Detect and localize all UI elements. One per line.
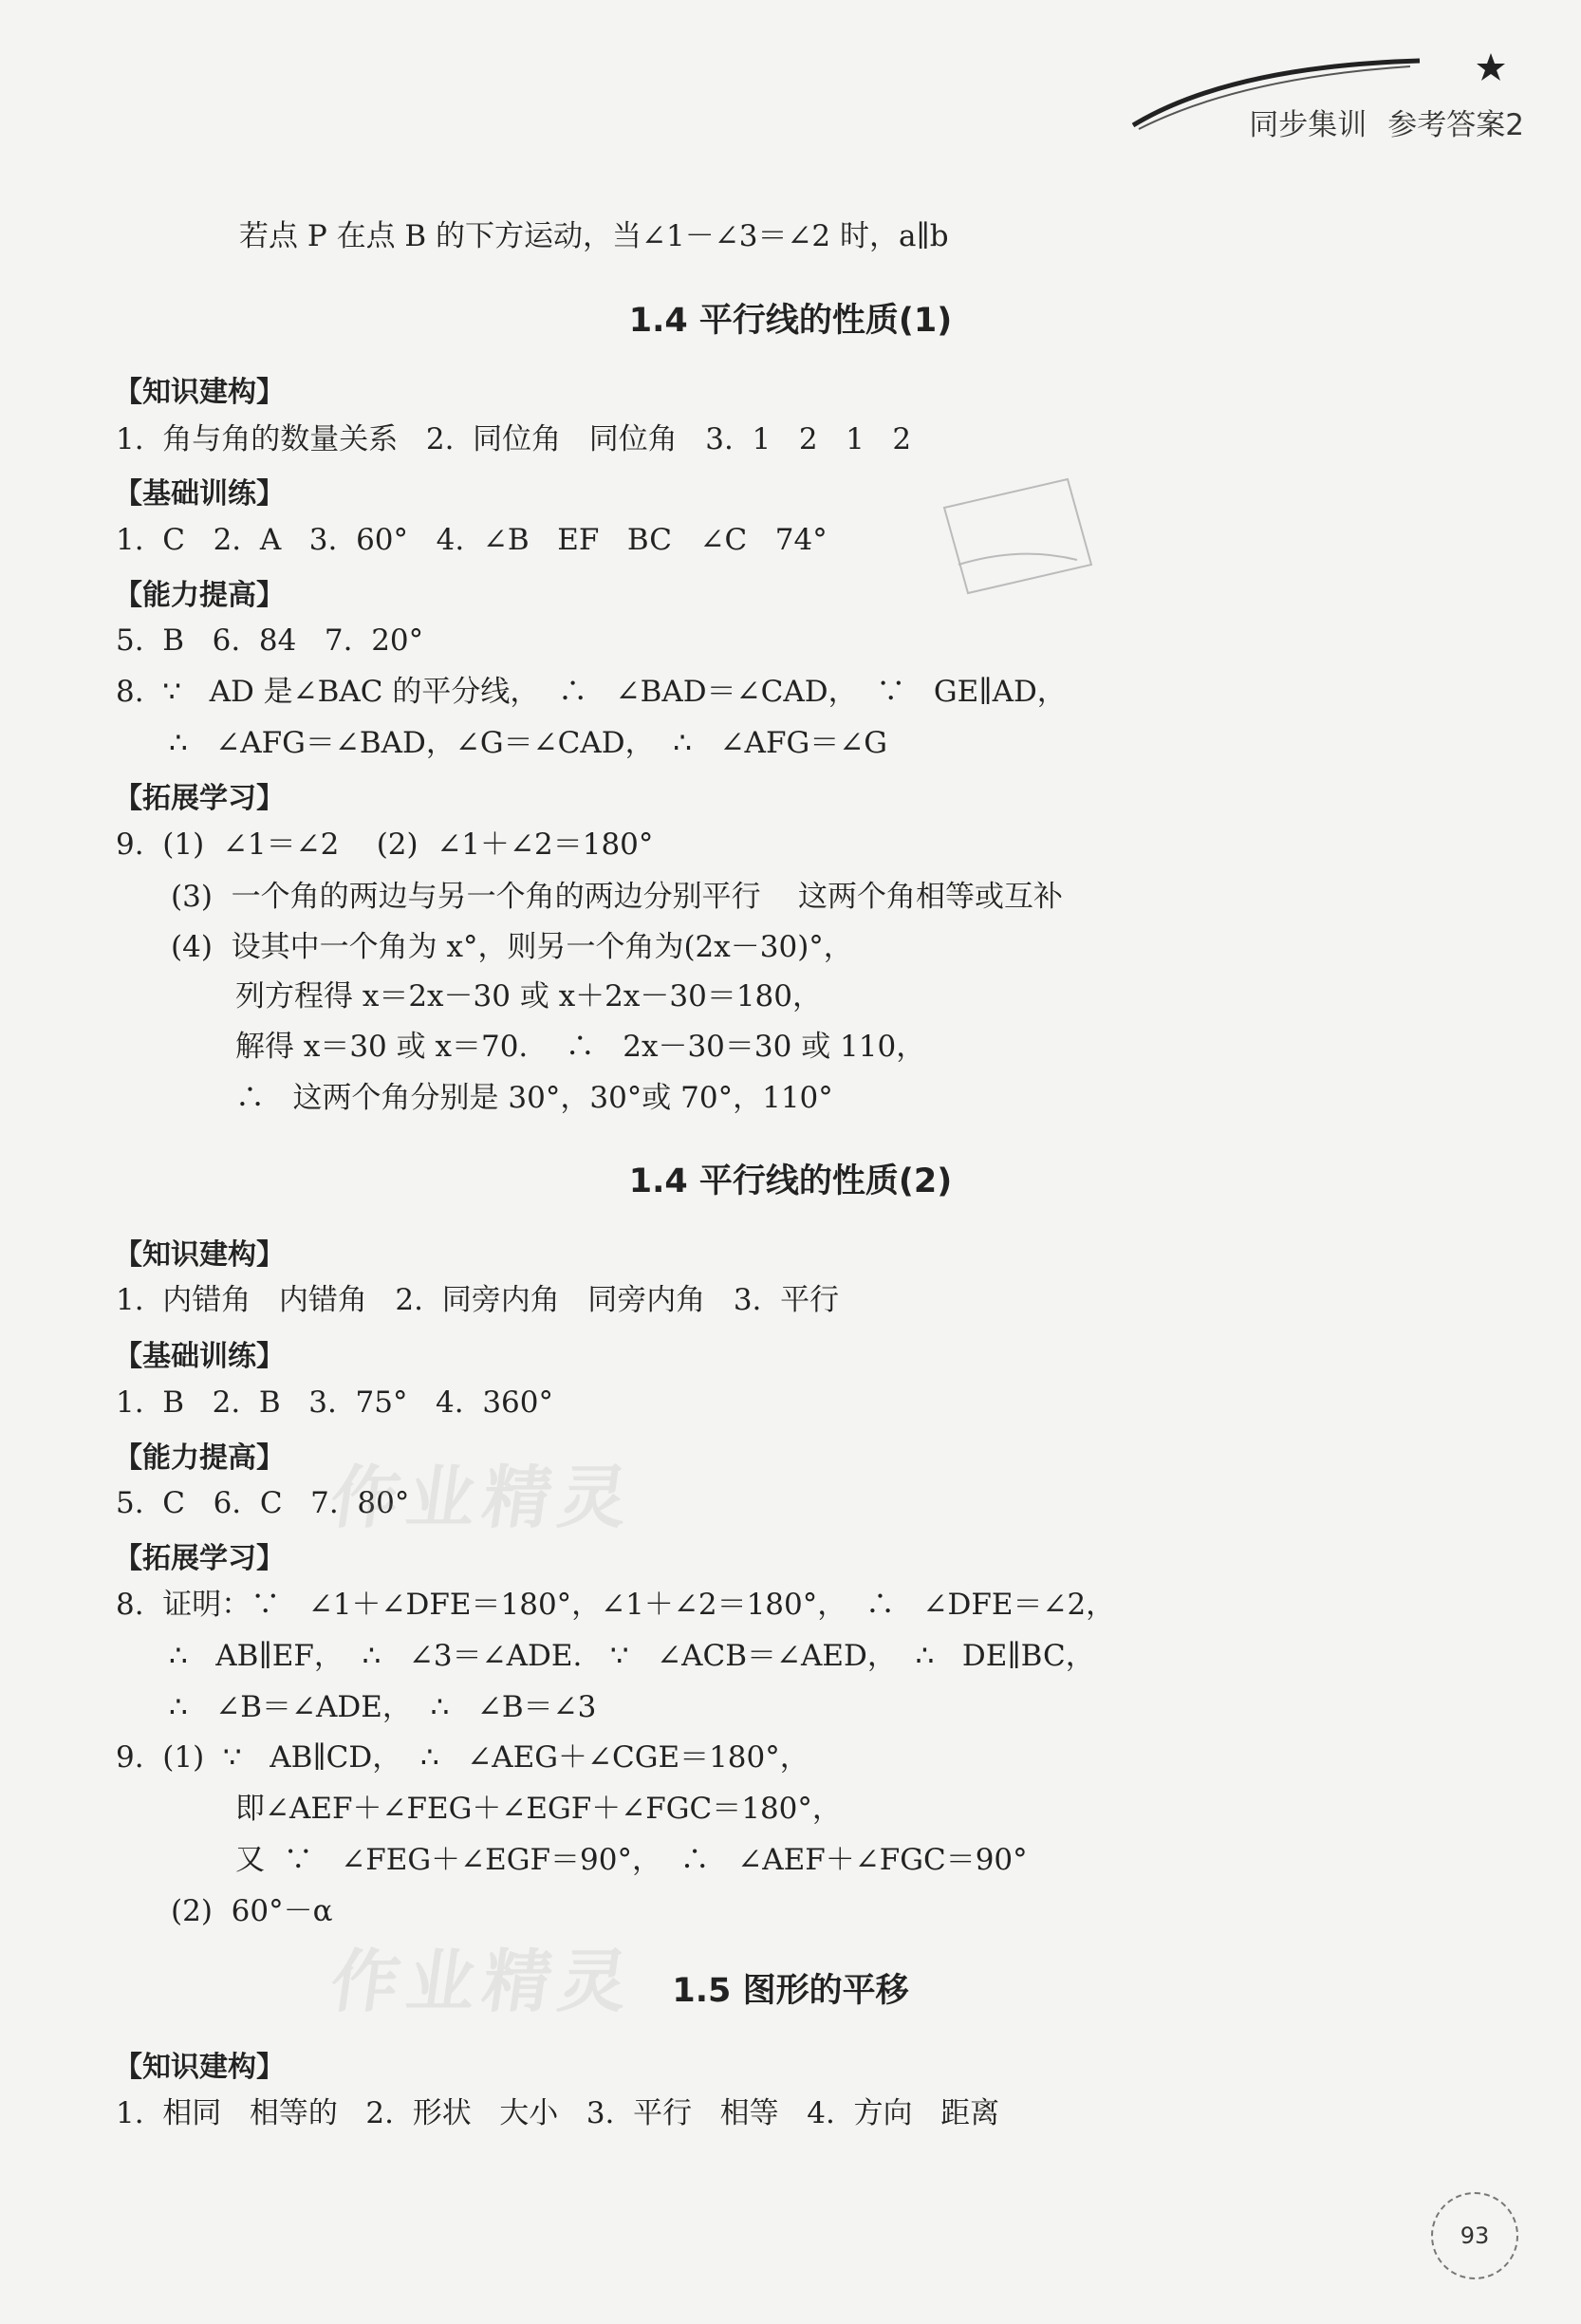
answer-line: 若点 P 在点 B 的下方运动，当∠1－∠3＝∠2 时，a∥b xyxy=(239,219,949,253)
answer-line: 1. B 2. B 3. 75° 4. 360° xyxy=(116,1385,554,1420)
answer-line: 1. 内错角 内错角 2. 同旁内角 同旁内角 3. 平行 xyxy=(116,1283,840,1317)
answer-line: 又 ∵ ∠FEG＋∠EGF＝90°， ∴ ∠AEF＋∠FGC＝90° xyxy=(235,1843,1028,1877)
answer-line: 1. 相同 相等的 2. 形状 大小 3. 平行 相等 4. 方向 距离 xyxy=(116,2096,1000,2130)
answer-line: 5. B 6. 84 7. 20° xyxy=(116,623,424,658)
label-extension: 【拓展学习】 xyxy=(114,782,285,815)
header-section: 参考答案2 xyxy=(1387,108,1524,142)
label-basic: 【基础训练】 xyxy=(114,477,285,511)
answer-line: 1. C 2. A 3. 60° 4. ∠B EF BC ∠C 74° xyxy=(116,523,828,557)
answer-line: 解得 x＝30 或 x＝70. ∴ 2x－30＝30 或 110， xyxy=(235,1030,926,1064)
answer-line: 1. 角与角的数量关系 2. 同位角 同位角 3. 1 2 1 2 xyxy=(116,422,912,456)
watermark-stamp xyxy=(935,470,1096,603)
label-knowledge: 【知识建构】 xyxy=(114,376,285,409)
page-header xyxy=(1125,47,1524,152)
answer-line: 5. C 6. C 7. 80° xyxy=(116,1486,410,1520)
label-basic: 【基础训练】 xyxy=(114,1340,285,1373)
page-number: 93 xyxy=(1431,2192,1518,2279)
label-extension: 【拓展学习】 xyxy=(114,1542,285,1575)
answer-line: ∴ ∠B＝∠ADE， ∴ ∠B＝∠3 xyxy=(169,1690,597,1724)
answer-line: 8. 证明：∵ ∠1＋∠DFE＝180°，∠1＋∠2＝180°， ∴ ∠DFE＝∠2， xyxy=(116,1588,1116,1622)
label-ability: 【能力提高】 xyxy=(114,1441,285,1475)
answer-line: 即∠AEF＋∠FEG＋∠EGF＋∠FGC＝180°， xyxy=(235,1792,842,1826)
answer-line: 9. (1) ∵ AB∥CD， ∴ ∠AEG＋∠CGE＝180°， xyxy=(116,1740,809,1775)
answer-line: (2) 60°－α xyxy=(171,1894,333,1928)
answer-line: 列方程得 x＝2x－30 或 x＋2x－30＝180， xyxy=(235,979,823,1013)
label-ability: 【能力提高】 xyxy=(114,579,285,612)
watermark: 作业精灵 xyxy=(326,1458,642,1537)
header-series: 同步集训 xyxy=(1249,108,1367,142)
label-knowledge: 【知识建构】 xyxy=(114,1238,285,1272)
answer-line: (3) 一个角的两边与另一个角的两边分别平行 这两个角相等或互补 xyxy=(171,880,1064,914)
answer-line: 8. ∵ AD 是∠BAC 的平分线， ∴ ∠BAD＝∠CAD， ∵ GE∥AD， xyxy=(116,675,1067,709)
answer-line: ∴ AB∥EF， ∴ ∠3＝∠ADE. ∵ ∠ACB＝∠AED， ∴ DE∥BC， xyxy=(169,1639,1095,1673)
section-title-1-5: 1.5 图形的平移 xyxy=(672,1972,909,2010)
answer-line: ∴ 这两个角分别是 30°，30°或 70°，110° xyxy=(235,1081,833,1115)
label-knowledge: 【知识建构】 xyxy=(114,2051,285,2084)
answer-line: ∴ ∠AFG＝∠BAD，∠G＝∠CAD， ∴ ∠AFG＝∠G xyxy=(169,726,887,760)
section-title-1-4-1: 1.4 平行线的性质(1) xyxy=(628,302,953,340)
answer-line: (4) 设其中一个角为 x°，则另一个角为(2x－30)°， xyxy=(171,930,853,964)
header-title xyxy=(1228,101,1524,143)
answer-line: 9. (1) ∠1＝∠2 (2) ∠1＋∠2＝180° xyxy=(116,827,654,862)
section-title-1-4-2: 1.4 平行线的性质(2) xyxy=(628,1162,953,1200)
watermark: 作业精灵 xyxy=(326,1942,642,2021)
